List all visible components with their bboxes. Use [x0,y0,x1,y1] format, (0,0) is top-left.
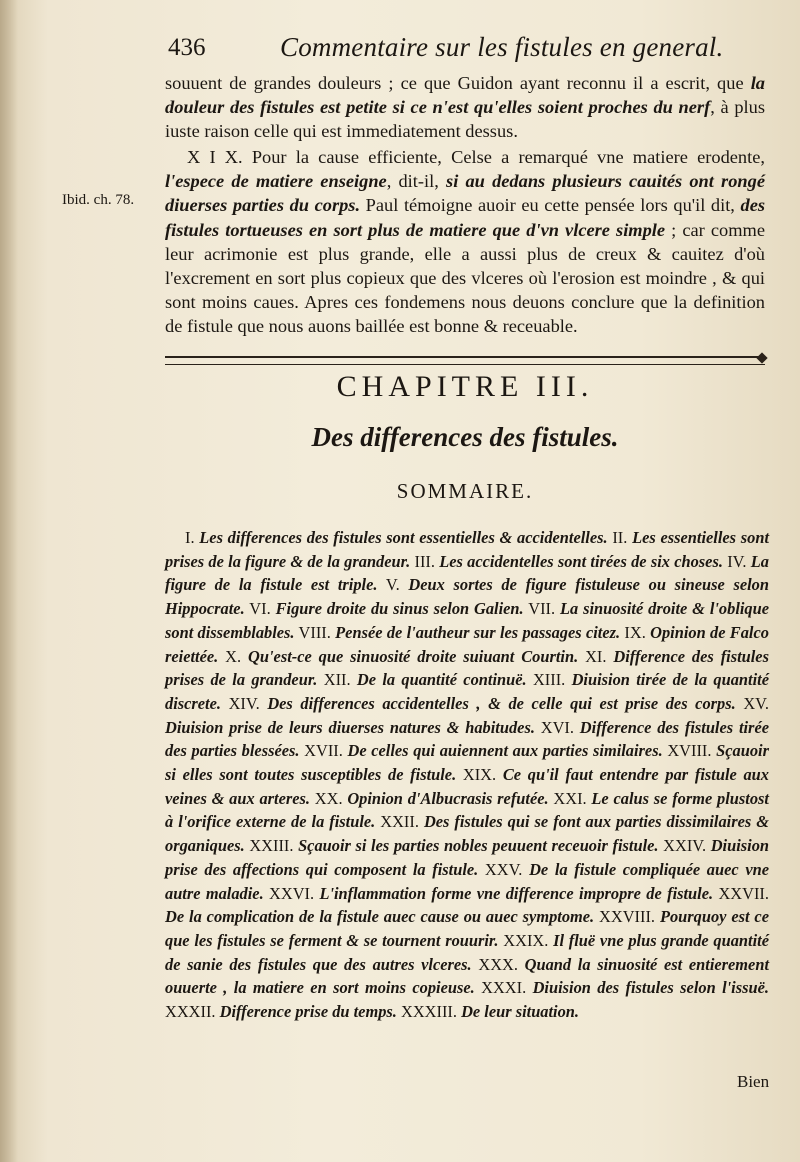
summary-item-number: XXXI. [481,978,533,998]
summary-item-number: VIII. [298,622,336,642]
summary-item [304,741,663,760]
page-number: 436 [168,34,206,61]
summary-item-number: IX. [624,622,651,642]
summary-heading: SOMMAIRE. [396,479,534,503]
summary-item [269,884,713,903]
summary-item-text: Diuision prise des affections qui composent la fistule. [165,836,770,879]
text-run: Paul témoigne auoir eu cette pensée lors qu'il dit, [360,195,741,216]
summary-item-number: XXVII. [718,883,769,903]
summary-item-text: Qu'est-ce que sinuosité droite suiuant Courtin. [248,646,579,666]
paragraph-xix [165,145,765,339]
summary-item-text: Les essentielles sont prises de la figure & de la grandeur. [165,528,769,571]
summary-item-number: I. [185,528,200,547]
summary-item [401,1002,579,1021]
summary-item-number: XVI. [540,717,580,737]
catchword: Bien [737,1072,770,1091]
summary-item [315,789,549,808]
text-run: ; car comme leur acrimonie est plus grande, elle a aussi plus de creux & cauitez d'où l'excrement en sort plus copieux que des vlceres où l'erosion est moindre , & qui sont moins caues. Apres ces fondemens nous deuons conclure que la definition de fistule que nous auons baillée est bonne & receuable. [165,219,766,337]
summary-item-text: L'inflammation forme vne difference impropre de fistule. [319,883,714,903]
italic-quote: si au dedans plusieurs cauités ont rongé diuerses parties du corps. [165,171,765,216]
summary-item-number: VI. [249,599,276,619]
summary-item-number: XV. [743,693,769,713]
italic-quote: la douleur des fistules est petite si ce n'est qu'elles soient proches du nerf [165,73,765,118]
summary-item-number: XXXIII. [400,1002,462,1022]
summary-item-text: De celles qui auiennent aux parties similaires. [347,741,663,761]
summary-item-text: Difference des fistules tirée des parties blessées. [165,717,769,761]
summary-item-number: XII. [323,670,357,690]
summary-item-number: XXII. [380,812,424,832]
summary-item [249,836,658,855]
summary-item [324,670,527,689]
ornamental-rule [165,356,765,365]
summary-item-number: XXX. [478,954,525,974]
summary-item-text: La figure de la fistule est triple. [165,551,769,595]
summary-item-text: De leur situation. [461,1002,580,1022]
summary-item-text: Opinion de Falco reiettée. [165,622,769,666]
summary-item-number: XXI. [553,788,592,808]
text-run: , dit-il, [386,171,447,192]
summary-item-text: Deux sortes de figure fistuleuse ou sineuse selon Hippocrate. [165,575,769,619]
summary-item-text: La sinuosité droite & l'oblique sont dissemblables. [165,599,770,642]
summary-item-number: XXXII. [165,1002,220,1022]
summary-item-number: XXIX. [503,930,554,950]
summary-item-text: Pourquoy est ce que les fistules se ferment & se tournent rouurir. [165,907,769,950]
summary-item-number: V. [385,575,409,595]
summary-item-number: XXVIII. [599,907,660,927]
margin-reference: Ibid. ch. 78. [62,192,135,208]
summary-item [481,978,769,997]
text-run: , à plus iuste raison celle qui est immediatement dessus. [165,97,765,142]
summary-item [165,1002,397,1021]
chapter-title: Des differences des fistules. [311,422,619,452]
summary-item-number: IV. [727,551,751,571]
summary-item-text: De la fistule compliquée auec vne autre maladie. [165,859,769,903]
summary-item-text: Difference des fistules prises de la grandeur. [165,646,769,690]
summary-item-number: II. [612,528,633,547]
summary-item-text: Sçauoir si elles sont toutes susceptibles de fistule. [165,741,769,785]
summary-item [249,599,523,618]
summary-item-text: Diuision prise de leurs diuerses natures & habitudes. [165,717,535,737]
summary-item-number: VII. [528,599,561,619]
summary-item-number: XXIII. [249,836,299,856]
summary-item-text: Le calus se forme plustost à l'orifice externe de la fistule. [165,788,769,832]
italic-quote: des fistules tortueuses en sort plus de matiere que d'vn vlcere simple [165,195,766,240]
summary-item-number: XX. [314,788,348,808]
summary-item-text: Diuision des fistules selon l'issuë. [532,978,769,998]
summary-item-text: Pensée de l'autheur sur les passages citez. [335,622,621,642]
chapter-heading: CHAPITRE III. [336,370,594,403]
summary-item-text: Diuision tirée de la quantité discrete. [165,670,769,713]
text-run: souuent de grandes douleurs ; ce que Guidon ayant reconnu il a escrit, que [165,73,751,93]
summary-item-number: XVIII. [667,741,717,761]
summary-item-text: Figure droite du sinus selon Galien. [275,599,524,619]
page-gutter-shadow [0,0,18,1162]
summary-item-text: Des differences accidentelles , & de celle qui est prise des corps. [267,693,736,713]
summary-item [414,552,722,571]
summary-item-text: Il fluë vne plus grande quantité de sanie des fistules que des autres vlceres. [165,930,769,974]
page-header [168,30,768,70]
summary-item-number: XIX. [462,765,503,785]
summary-item-text: Les accidentelles sont tirées de six choses. [439,551,723,571]
summary-item-number: III. [414,551,440,571]
summary-item-text: Opinion d'Albucrasis refutée. [347,788,549,808]
summary-item-text: Ce qu'il faut entendre par fistule aux veines & aux arteres. [165,765,769,808]
summary-item-number: X. [225,646,249,666]
summary-item-text: Difference prise du temps. [219,1002,397,1022]
running-head: Commentaire sur les fistules en general. [280,32,724,62]
paragraph-continuation [165,71,765,144]
summary-item-number: XXVI. [269,883,320,903]
summary-item [185,528,608,547]
summary-item-text: Quand la sinuosité est entierement ouuerte , la matiere en sort moins copieuse. [165,954,770,998]
summary-item [225,647,578,666]
summary-item-text: Les differences des fistules sont essentielles & accidentelles. [199,528,608,547]
summary-item-text: De la quantité continuë. [356,670,527,690]
summary-item-number: XXIV. [663,836,711,856]
summary-item-number: XIV. [228,693,268,713]
italic-quote: l'espece de matiere enseigne [165,171,387,192]
summary-item-number: XIII. [532,670,572,690]
summary-item-number: XI. [585,646,614,666]
summary-list [165,526,769,1024]
summary-item-number: XXV. [484,859,530,879]
summary-item-text: De la complication de la fistule auec cause ou auec symptome. [165,907,595,927]
summary-item [299,623,621,642]
summary-item [229,694,736,713]
summary-item-text: Sçauoir si les parties nobles peuuent receuoir fistule. [298,836,659,856]
summary-item-text: Des fistules qui se font aux parties dissimilaires & organiques. [165,812,769,856]
text-run: X I X. Pour la cause efficiente, Celse a remarqué vne matiere erodente, [187,147,765,167]
summary-item-number: XVII. [304,741,348,761]
